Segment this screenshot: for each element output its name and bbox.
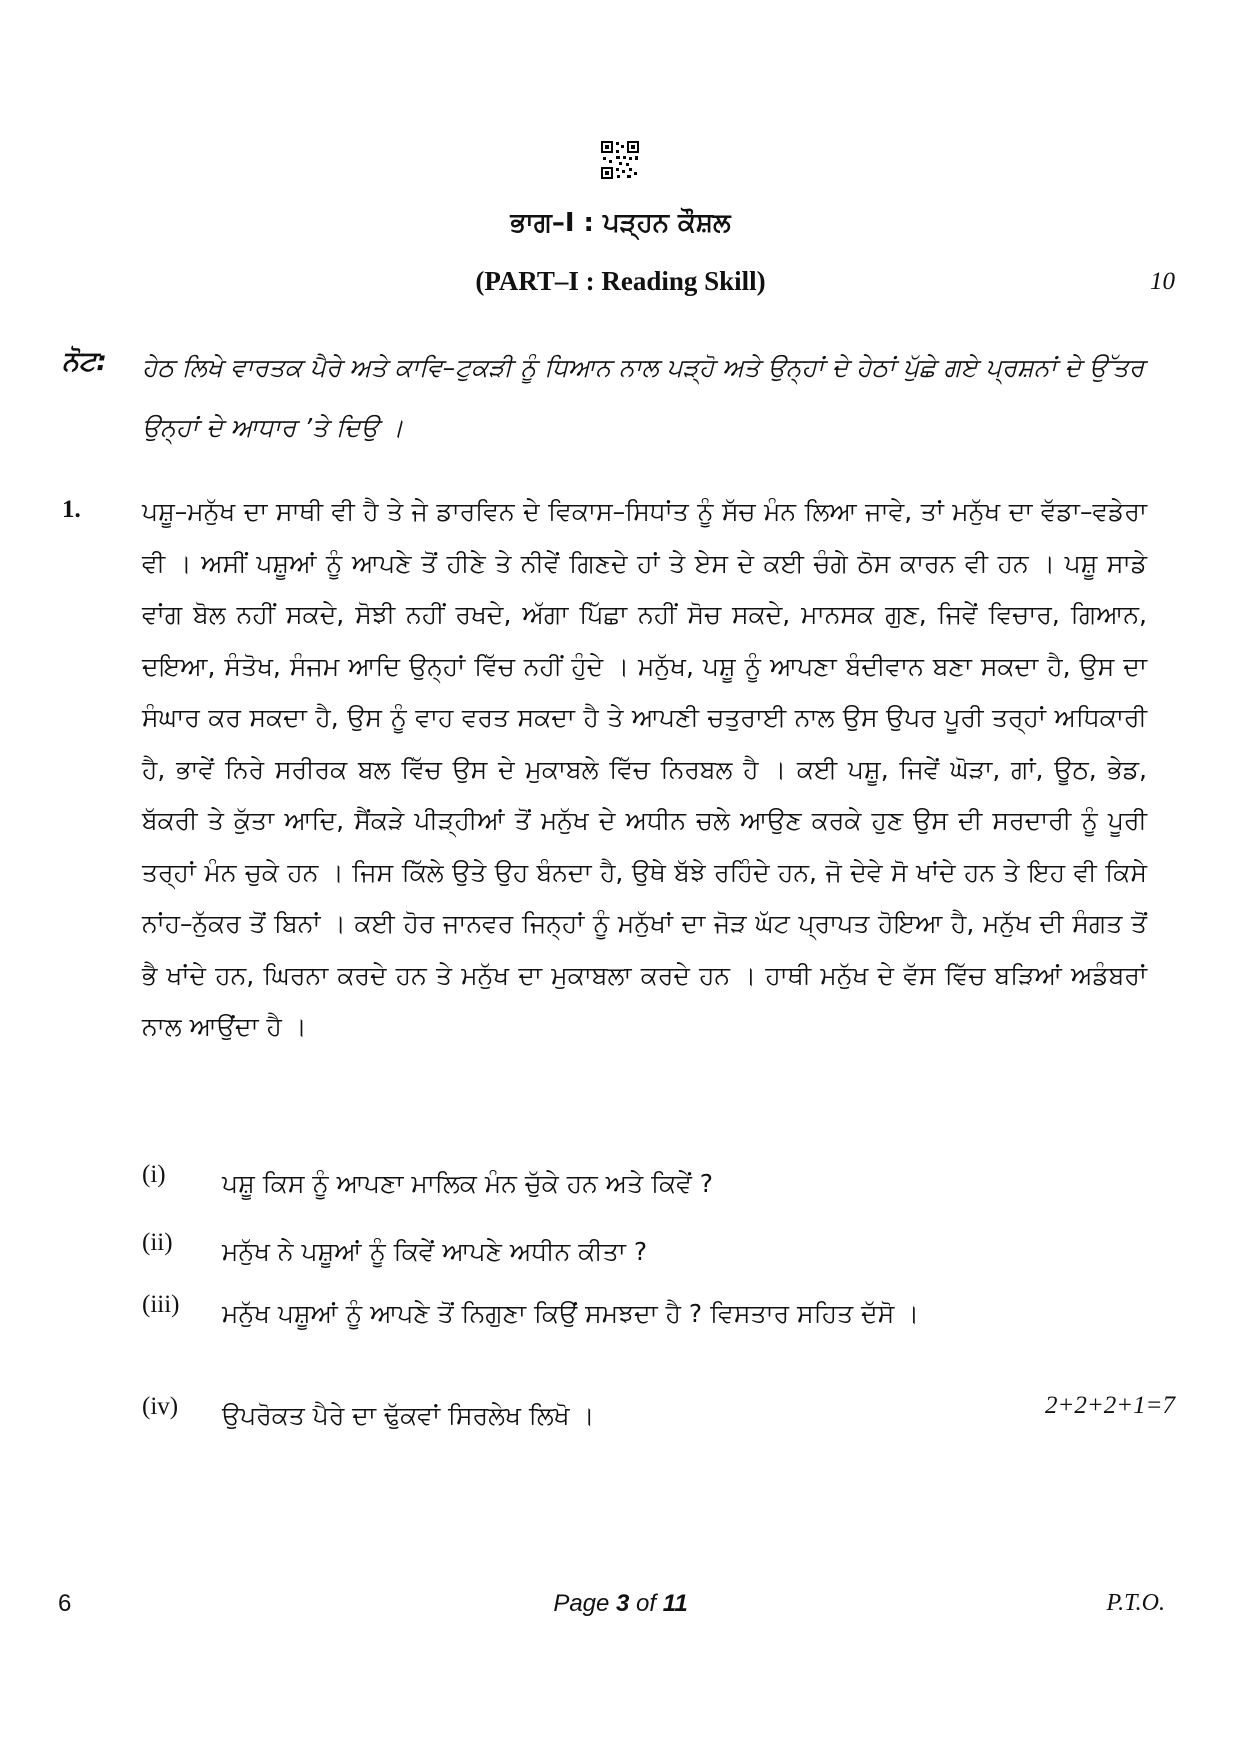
page-total: 11 (662, 1590, 688, 1617)
page-indicator (0, 1590, 1241, 1618)
subquestion-number: (i) (142, 1161, 166, 1188)
reading-passage: ਪਸ਼ੂ–ਮਨੁੱਖ ਦਾ ਸਾਥੀ ਵੀ ਹੈ ਤੇ ਜੇ ਡਾਰਵਿਨ ਦੇ ਵਿਕਾਸ–ਸਿਧਾਂਤ ਨੂੰ ਸੱਚ ਮੰਨ ਲਿਆ ਜਾਵੇ, ਤਾਂ ਮਨੁੱਖ ਦਾ ਵੱਡਾ–ਵਡੇਰਾ ਵੀ । ਅਸੀਂ ਪਸ਼ੂਆਂ ਨੂੰ ਆਪਣੇ ਤੋਂ ਹੀਣੇ ਤੇ ਨੀਵੇਂ ਗਿਣਦੇ ਹਾਂ ਤੇ ਏਸ ਦੇ ਕਈ ਚੰਗੇ ਠੋਸ ਕਾਰਨ ਵੀ ਹਨ । ਪਸ਼ੂ ਸਾਡੇ ਵਾਂਗ ਬੋਲ ਨਹੀਂ ਸਕਦੇ, ਸੋਝੀ ਨਹੀਂ ਰਖਦੇ, ਅੱਗਾ ਪਿੱਛਾ ਨਹੀਂ ਸੋਚ ਸਕਦੇ, ਮਾਨਸਕ ਗੁਣ, ਜਿਵੇਂ ਵਿਚਾਰ, ਗਿਆਨ, ਦਇਆ, ਸੰਤੋਖ, ਸੰਜਮ ਆਦਿ ਉਨ੍ਹਾਂ ਵਿੱਚ ਨਹੀਂ ਹੁੰਦੇ । ਮਨੁੱਖ, ਪਸ਼ੂ ਨੂੰ ਆਪਣਾ ਬੰਦੀਵਾਨ ਬਣਾ ਸਕਦਾ ਹੈ, ਉਸ ਦਾ ਸੰਘਾਰ ਕਰ ਸਕਦਾ ਹੈ, ਉਸ ਨੂੰ ਵਾਹ ਵਰਤ ਸਕਦਾ ਹੈ ਤੇ ਆਪਣੀ ਚਤੁਰਾਈ ਨਾਲ ਉਸ ਉਪਰ ਪੂਰੀ ਤਰ੍ਹਾਂ ਅਧਿਕਾਰੀ ਹੈ, ਭਾਵੇਂ ਨਿਰੇ ਸਰੀਰਕ ਬਲ ਵਿੱਚ ਉਸ ਦੇ ਮੁਕਾਬਲੇ ਵਿੱਚ ਨਿਰਬਲ ਹੈ । ਕਈ ਪਸ਼ੂ, ਜਿਵੇਂ ਘੋੜਾ, ਗਾਂ, ਊਠ, ਭੇਡ, ਬੱਕਰੀ ਤੇ ਕੁੱਤਾ ਆਦਿ, ਸੈਂਕੜੇ ਪੀੜ੍ਹੀਆਂ ਤੋਂ ਮਨੁੱਖ ਦੇ ਅਧੀਨ ਚਲੇ ਆਉਣ ਕਰਕੇ ਹੁਣ ਉਸ ਦੀ ਸਰਦਾਰੀ ਨੂੰ ਪੂਰੀ ਤਰ੍ਹਾਂ ਮੰਨ ਚੁਕੇ ਹਨ । ਜਿਸ ਕਿੱਲੇ ਉਤੇ ਉਹ ਬੰਨਦਾ ਹੈ, ਉਥੇ ਬੱਝੇ ਰਹਿੰਦੇ ਹਨ, ਜੋ ਦੇਵੇ ਸੋ ਖਾਂਦੇ ਹਨ ਤੇ ਇਹ ਵੀ ਕਿਸੇ ਨਾਂਹ–ਨੁੱਕਰ ਤੋਂ ਬਿਨਾਂ । ਕਈ ਹੋਰ ਜਾਨਵਰ ਜਿਨ੍ਹਾਂ ਨੂੰ ਮਨੁੱਖਾਂ ਦਾ ਜੋੜ ਘੱਟ ਪ੍ਰਾਪਤ ਹੋਇਆ ਹੈ, ਮਨੁੱਖ ਦੀ ਸੰਗਤ ਤੋਂ ਭੈ ਖਾਂਦੇ ਹਨ, ਘਿਰਨਾ ਕਰਦੇ ਹਨ ਤੇ ਮਨੁੱਖ ਦਾ ਮੁਕਾਬਲਾ ਕਰਦੇ ਹਨ । ਹਾਥੀ ਮਨੁੱਖ ਦੇ ਵੱਸ ਵਿੱਚ ਬੜਿਆਂ ਅਡੰਬਰਾਂ ਨਾਲ ਆਉਂਦਾ ਹੈ । (142, 497, 1147, 1041)
subquestion-text: ਉਪਰੋਕਤ ਪੈਰੇ ਦਾ ਢੁੱਕਵਾਂ ਸਿਰਲੇਖ ਲਿਖੋ । (222, 1401, 595, 1430)
part-heading-punjabi: ਭਾਗ–I : ਪੜ੍ਹਨ ਕੌਸ਼ਲ (510, 208, 731, 238)
note-text: ਹੇਠ ਲਿਖੇ ਵਾਰਤਕ ਪੈਰੇ ਅਤੇ ਕਾਵਿ–ਟੁਕੜੀ ਨੂੰ ਧਿਆਨ ਨਾਲ ਪੜ੍ਹੋ ਅਤੇ ਉਨ੍ਹਾਂ ਦੇ ਹੇਠਾਂ ਪੁੱਛੇ ਗਏ ਪ੍ਰਸ਼ਨਾਂ ਦੇ ਉੱਤਰ ਉਨ੍ਹਾਂ ਦੇ ਆਧਾਰ ’ਤੇ ਦਿਉ । (142, 353, 1145, 442)
subquestion-number: (iii) (142, 1291, 180, 1318)
part-heading-english: (PART–I : Reading Skill) (475, 266, 766, 296)
qr-code (600, 140, 640, 180)
page-prefix: Page (553, 1590, 617, 1617)
subquestion-text: ਮਨੁੱਖ ਪਸ਼ੂਆਂ ਨੂੰ ਆਪਣੇ ਤੋਂ ਨਿਗੁਣਾ ਕਿਉਂ ਸਮਝਦਾ ਹੈ ? ਵਿਸਤਾਰ ਸਹਿਤ ਦੱਸੋ । (222, 1299, 920, 1328)
page-of: of (629, 1590, 663, 1617)
subquestion-text: ਮਨੁੱਖ ਨੇ ਪਸ਼ੂਆਂ ਨੂੰ ਕਿਵੇਂ ਆਪਣੇ ਅਧੀਨ ਕੀਤਾ ? (222, 1237, 648, 1266)
question-marks: 2+2+2+1=7 (1045, 1392, 1175, 1419)
note-label: ਨੋਟ: (62, 346, 107, 377)
part-marks: 10 (1150, 268, 1175, 295)
pto-label: P.T.O. (1106, 1590, 1165, 1616)
subquestion-number: (iv) (142, 1393, 179, 1420)
subquestion-text: ਪਸ਼ੂ ਕਿਸ ਨੂੰ ਆਪਣਾ ਮਾਲਿਕ ਮੰਨ ਚੁੱਕੇ ਹਨ ਅਤੇ ਕਿਵੇਂ ? (222, 1169, 714, 1198)
qr-code-icon (600, 140, 640, 180)
question-number: 1. (62, 496, 81, 523)
page-current: 3 (616, 1590, 630, 1617)
subquestion-number: (ii) (142, 1229, 173, 1256)
footer-code: 6 (58, 1590, 72, 1617)
